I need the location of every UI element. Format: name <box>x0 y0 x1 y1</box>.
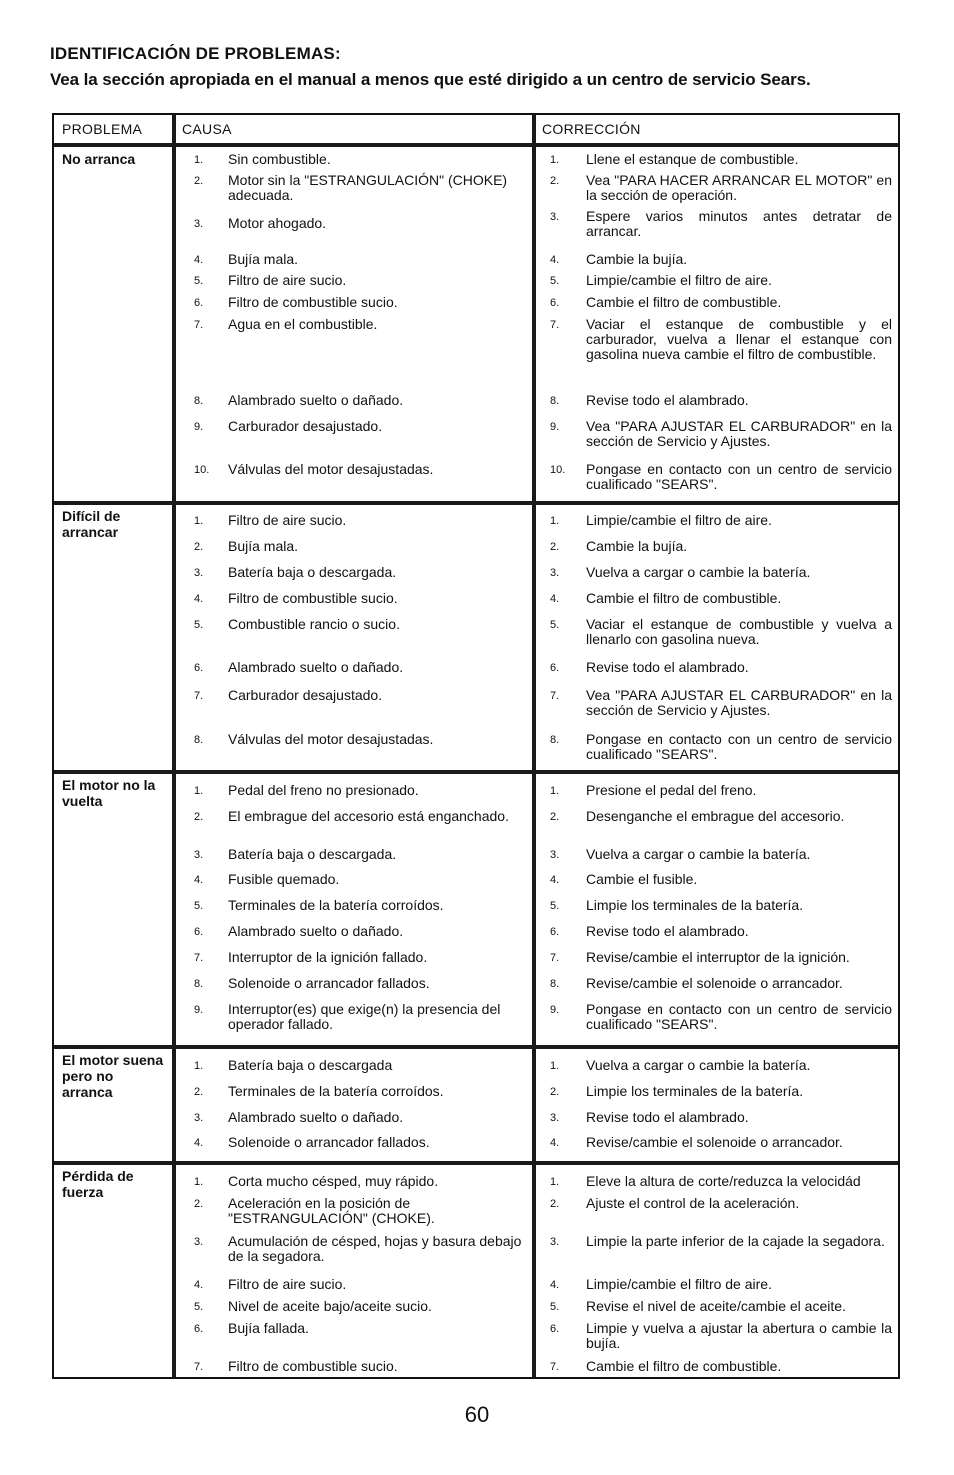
cause-number: 1. <box>194 154 204 166</box>
correction-text: Limpie/cambie el filtro de aire. <box>586 512 772 528</box>
correction-number: 8. <box>550 395 560 407</box>
correction-number: 6. <box>550 1323 560 1335</box>
cause-text: Corta mucho césped, muy rápido. <box>228 1173 439 1189</box>
cause-number: 5. <box>194 1301 204 1313</box>
cause-number: 7. <box>194 319 204 331</box>
column-divider-cause <box>532 115 536 1377</box>
cause-text: Aceleración en la posición de "ESTRANGULACIÓN" (CHOKE). <box>228 1195 435 1226</box>
correction-number: 6. <box>550 926 560 938</box>
correction-text: Revise/cambie el solenoide o arrancador. <box>586 975 843 991</box>
cause-number: 8. <box>194 734 204 746</box>
cause-number: 6. <box>194 1323 204 1335</box>
cause-text: El embrague del accesorio está enganchado. <box>228 808 509 824</box>
correction-number: 1. <box>550 1176 560 1188</box>
correction-number: 3. <box>550 567 560 579</box>
cause-number: 9. <box>194 1004 204 1016</box>
troubleshooting-table <box>52 113 900 1379</box>
correction-text: Pongase en contacto con un centro de servicio cualificado "SEARS". <box>586 1001 892 1032</box>
correction-number: 4. <box>550 254 560 266</box>
cause-number: 2. <box>194 175 204 187</box>
correction-text: Vuelva a cargar o cambie la batería. <box>586 1057 811 1073</box>
correction-number: 6. <box>550 662 560 674</box>
correction-number: 4. <box>550 1137 560 1149</box>
cause-number: 1. <box>194 785 204 797</box>
cause-number: 6. <box>194 926 204 938</box>
correction-text: Limpie/cambie el filtro de aire. <box>586 1276 772 1292</box>
cause-text: Solenoide o arrancador fallados. <box>228 975 430 991</box>
cause-text: Carburador desajustado. <box>228 418 383 434</box>
correction-text: Cambie el filtro de combustible. <box>586 1358 782 1374</box>
cause-number: 2. <box>194 811 204 823</box>
cause-text: Filtro de combustible sucio. <box>228 590 398 606</box>
correction-number: 2. <box>550 541 560 553</box>
correction-text: Vuelva a cargar o cambie la batería. <box>586 846 811 862</box>
cause-number: 3. <box>194 1236 204 1248</box>
section-divider <box>54 1161 898 1165</box>
correction-text: Vaciar el estanque de combustible y el carburador, vuelva a llenar el estanque con gasolina nueva cambie el filtro de combustible. <box>586 316 892 362</box>
correction-number: 4. <box>550 593 560 605</box>
cause-number: 5. <box>194 275 204 287</box>
cause-number: 8. <box>194 978 204 990</box>
cause-number: 10. <box>194 464 210 476</box>
correction-number: 7. <box>550 1361 560 1373</box>
cause-number: 7. <box>194 952 204 964</box>
problem-label: No arranca <box>62 151 136 167</box>
correction-number: 4. <box>550 874 560 886</box>
correction-text: Cambie la bujía. <box>586 251 688 267</box>
correction-text: Pongase en contacto con un centro de servicio cualificado "SEARS". <box>586 731 892 762</box>
cause-text: Batería baja o descargada <box>228 1057 393 1073</box>
cause-number: 4. <box>194 1137 204 1149</box>
cause-text: Interruptor(es) que exige(n) la presencia del operador fallado. <box>228 1001 501 1032</box>
correction-text: Revise todo el alambrado. <box>586 659 749 675</box>
cause-text: Sin combustible. <box>228 151 331 167</box>
correction-number: 2. <box>550 1198 560 1210</box>
correction-number: 3. <box>550 1236 560 1248</box>
correction-text: Ajuste el control de la aceleración. <box>586 1195 800 1211</box>
correction-text: Vuelva a cargar o cambie la batería. <box>586 564 811 580</box>
cause-number: 4. <box>194 593 204 605</box>
cause-number: 2. <box>194 1086 204 1098</box>
cause-text: Alambrado suelto o dañado. <box>228 659 404 675</box>
cause-number: 1. <box>194 1176 204 1188</box>
correction-number: 1. <box>550 515 560 527</box>
section-divider <box>54 1045 898 1049</box>
cause-number: 8. <box>194 395 204 407</box>
correction-text: Vaciar el estanque de combustible y vuelva a llenarlo con gasolina nueva. <box>586 616 892 647</box>
correction-text: Revise todo el alambrado. <box>586 1109 749 1125</box>
cause-text: Motor ahogado. <box>228 215 327 231</box>
cause-number: 9. <box>194 421 204 433</box>
correction-number: 7. <box>550 319 560 331</box>
problem-label: Pérdida de fuerza <box>62 1168 134 1200</box>
cause-number: 3. <box>194 849 204 861</box>
cause-number: 7. <box>194 1361 204 1373</box>
correction-text: Vea "PARA AJUSTAR EL CARBURADOR" en la sección de Servicio y Ajustes. <box>586 418 892 449</box>
correction-number: 5. <box>550 1301 560 1313</box>
correction-number: 2. <box>550 811 560 823</box>
header-problema: PROBLEMA <box>62 121 143 137</box>
correction-number: 10. <box>550 464 566 476</box>
cause-text: Filtro de combustible sucio. <box>228 1358 398 1374</box>
problem-label: El motor no la vuelta <box>62 777 156 809</box>
cause-number: 3. <box>194 218 204 230</box>
correction-text: Cambie el filtro de combustible. <box>586 294 782 310</box>
cause-number: 3. <box>194 1112 204 1124</box>
correction-text: Espere varios minutos antes detratar de arrancar. <box>586 208 892 239</box>
correction-number: 8. <box>550 734 560 746</box>
cause-text: Acumulación de césped, hojas y basura debajo de la segadora. <box>228 1233 522 1264</box>
correction-text: Cambie el filtro de combustible. <box>586 590 782 606</box>
problem-label: El motor suena pero no arranca <box>62 1052 164 1100</box>
correction-number: 5. <box>550 900 560 912</box>
cause-text: Pedal del freno no presionado. <box>228 782 419 798</box>
correction-text: Limpie los terminales de la batería. <box>586 897 804 913</box>
cause-text: Batería baja o descargada. <box>228 846 397 862</box>
cause-text: Solenoide o arrancador fallados. <box>228 1134 430 1150</box>
cause-text: Bujía fallada. <box>228 1320 309 1336</box>
cause-text: Filtro de combustible sucio. <box>228 294 398 310</box>
cause-text: Alambrado suelto o dañado. <box>228 392 404 408</box>
cause-number: 1. <box>194 1060 204 1072</box>
cause-number: 1. <box>194 515 204 527</box>
header-causa: CAUSA <box>182 121 232 137</box>
cause-text: Terminales de la batería corroídos. <box>228 1083 444 1099</box>
correction-number: 5. <box>550 619 560 631</box>
correction-text: Llene el estanque de combustible. <box>586 151 799 167</box>
cause-number: 2. <box>194 1198 204 1210</box>
header-divider <box>54 143 898 147</box>
cause-number: 4. <box>194 874 204 886</box>
correction-text: Pongase en contacto con un centro de servicio cualificado "SEARS". <box>586 461 892 492</box>
correction-number: 9. <box>550 1004 560 1016</box>
cause-text: Válvulas del motor desajustadas. <box>228 731 434 747</box>
correction-number: 3. <box>550 849 560 861</box>
correction-text: Eleve la altura de corte/reduzca la velocidád <box>586 1173 861 1189</box>
correction-number: 2. <box>550 175 560 187</box>
correction-number: 3. <box>550 211 560 223</box>
section-divider <box>54 770 898 774</box>
cause-number: 5. <box>194 900 204 912</box>
correction-number: 3. <box>550 1112 560 1124</box>
section-divider <box>54 501 898 505</box>
cause-text: Motor sin la "ESTRANGULACIÓN" (CHOKE) adecuada. <box>228 172 508 203</box>
page-title: IDENTIFICACIÓN DE PROBLEMAS: <box>50 44 341 63</box>
cause-text: Combustible rancio o sucio. <box>228 616 400 632</box>
cause-text: Fusible quemado. <box>228 871 340 887</box>
cause-number: 4. <box>194 254 204 266</box>
cause-text: Interruptor de la ignición fallado. <box>228 949 428 965</box>
correction-number: 2. <box>550 1086 560 1098</box>
correction-number: 1. <box>550 785 560 797</box>
cause-number: 6. <box>194 297 204 309</box>
cause-number: 4. <box>194 1279 204 1291</box>
page-subtitle: Vea la sección apropiada en el manual a menos que esté dirigido a un centro de servicio Sears. <box>50 70 811 89</box>
correction-number: 4. <box>550 1279 560 1291</box>
correction-text: Revise todo el alambrado. <box>586 923 749 939</box>
correction-text: Limpie la parte inferior de la cajade la segadora. <box>586 1233 885 1249</box>
cause-text: Batería baja o descargada. <box>228 564 397 580</box>
cause-number: 6. <box>194 662 204 674</box>
correction-number: 6. <box>550 297 560 309</box>
correction-text: Cambie el fusible. <box>586 871 698 887</box>
cause-text: Terminales de la batería corroídos. <box>228 897 444 913</box>
correction-number: 7. <box>550 952 560 964</box>
correction-text: Cambie la bujía. <box>586 538 688 554</box>
header-correccion: CORRECCIÓN <box>542 121 641 137</box>
cause-text: Nivel de aceite bajo/aceite sucio. <box>228 1298 432 1314</box>
correction-number: 8. <box>550 978 560 990</box>
correction-number: 7. <box>550 690 560 702</box>
cause-text: Bujía mala. <box>228 251 299 267</box>
cause-text: Carburador desajustado. <box>228 687 383 703</box>
correction-text: Vea "PARA HACER ARRANCAR EL MOTOR" en la sección de operación. <box>586 172 892 203</box>
cause-text: Alambrado suelto o dañado. <box>228 1109 404 1125</box>
correction-text: Limpie/cambie el filtro de aire. <box>586 272 772 288</box>
cause-text: Agua en el combustible. <box>228 316 378 332</box>
correction-text: Presione el pedal del freno. <box>586 782 757 798</box>
correction-text: Revise/cambie el solenoide o arrancador. <box>586 1134 843 1150</box>
correction-number: 1. <box>550 154 560 166</box>
cause-text: Alambrado suelto o dañado. <box>228 923 404 939</box>
cause-number: 7. <box>194 690 204 702</box>
cause-number: 3. <box>194 567 204 579</box>
page-number: 60 <box>464 1402 490 1427</box>
cause-text: Filtro de aire sucio. <box>228 272 347 288</box>
correction-text: Vea "PARA AJUSTAR EL CARBURADOR" en la sección de Servicio y Ajustes. <box>586 687 892 718</box>
cause-text: Válvulas del motor desajustadas. <box>228 461 434 477</box>
problem-label: Difícil de arrancar <box>62 508 121 540</box>
correction-number: 1. <box>550 1060 560 1072</box>
correction-text: Desenganche el embrague del accesorio. <box>586 808 845 824</box>
correction-text: Limpie los terminales de la batería. <box>586 1083 804 1099</box>
cause-number: 5. <box>194 619 204 631</box>
correction-text: Revise todo el alambrado. <box>586 392 749 408</box>
cause-text: Filtro de aire sucio. <box>228 1276 347 1292</box>
correction-number: 5. <box>550 275 560 287</box>
column-divider-problem <box>172 115 176 1377</box>
cause-number: 2. <box>194 541 204 553</box>
cause-text: Filtro de aire sucio. <box>228 512 347 528</box>
correction-text: Revise/cambie el interruptor de la ignición. <box>586 949 850 965</box>
correction-number: 9. <box>550 421 560 433</box>
cause-text: Bujía mala. <box>228 538 299 554</box>
correction-text: Revise el nivel de aceite/cambie el aceite. <box>586 1298 846 1314</box>
correction-text: Limpie y vuelva a ajustar la abertura o cambie la bujía. <box>586 1320 892 1351</box>
